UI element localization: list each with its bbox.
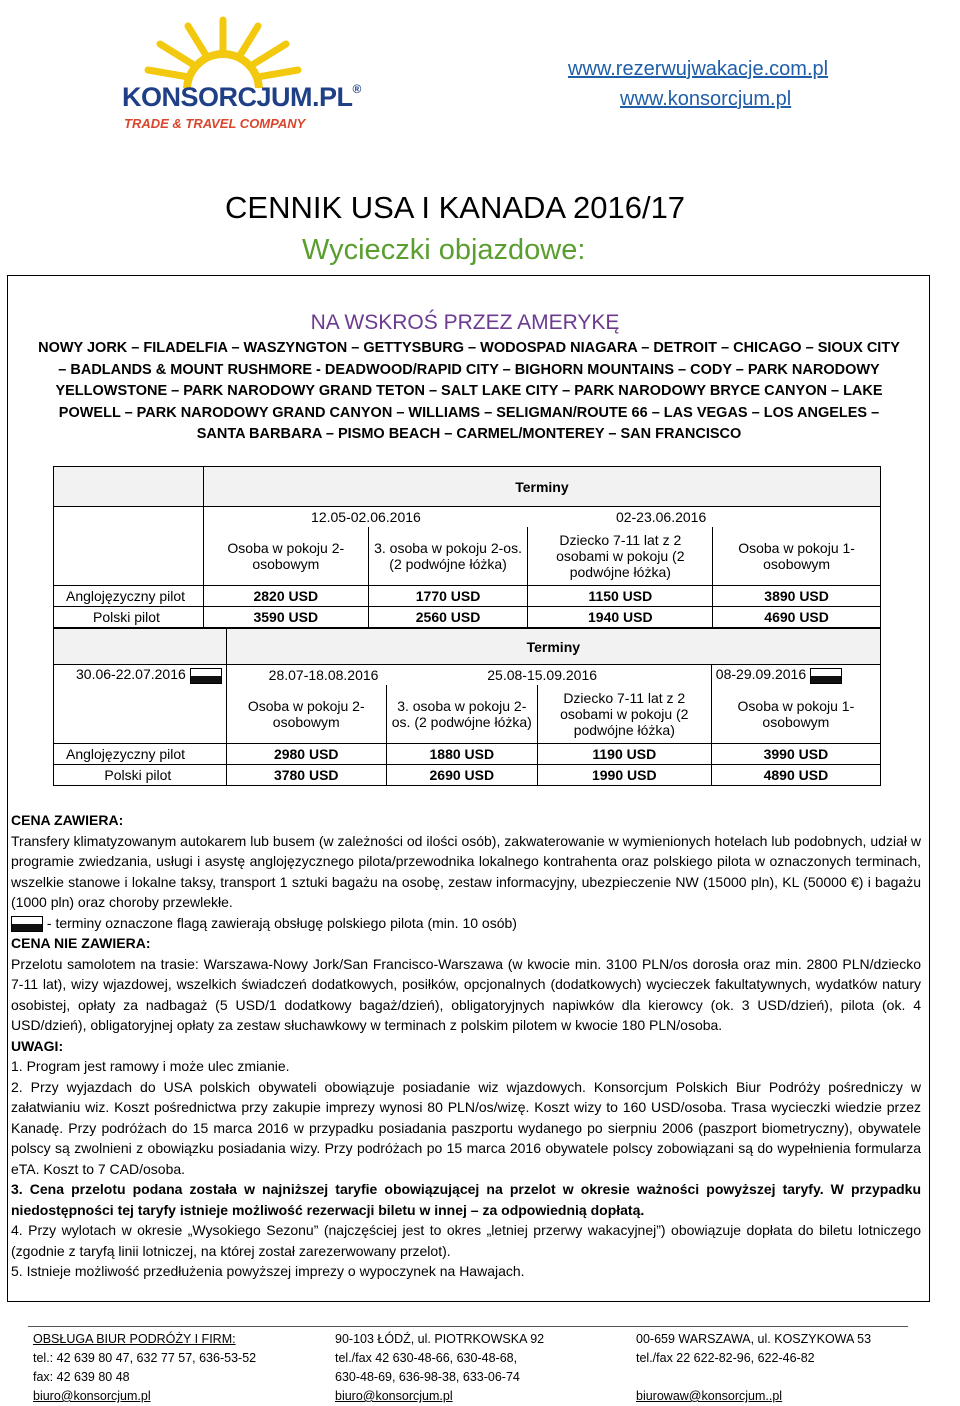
price-cell: 2820 USD xyxy=(203,585,368,606)
date-range: 12.05-02.06.2016 xyxy=(203,507,528,528)
col-header-child: Dziecko 7-11 lat z 2 osobami w pokoju (2 podwójne łóżka) xyxy=(528,527,713,585)
table-row xyxy=(54,606,881,627)
polish-flag-icon xyxy=(810,668,842,684)
col-header-child: Dziecko 7-11 lat z 2 osobami w pokoju (2 podwójne łóżka) xyxy=(537,685,711,743)
col-header-third-person: 3. osoba w pokoju 2-os. (2 podwójne łóżka) xyxy=(386,685,537,743)
col-header-third-person: 3. osoba w pokoju 2-os. (2 podwójne łóżka) xyxy=(368,527,528,585)
footer-col-lodz xyxy=(335,1330,544,1406)
terms-header: Terminy xyxy=(226,629,880,665)
row-label: Anglojęzyczny pilot xyxy=(54,743,227,764)
route-line: NOWY JORK – FILADELFIA – WASZYNGTON – GETTYSBURG – WODOSPAD NIAGARA – DETROIT – CHICAGO – SIOUX CITY xyxy=(38,340,900,356)
col-header-single: Osoba w pokoju 1-osobowym xyxy=(713,527,881,585)
polish-flag-icon xyxy=(11,916,43,932)
footer-email-link[interactable]: biuro@konsorcjum.pl xyxy=(33,1389,151,1403)
row-label: Polski pilot xyxy=(54,606,204,627)
flag-note xyxy=(11,913,921,934)
table-row xyxy=(54,585,881,606)
company-logo xyxy=(118,8,361,133)
footer-phone: tel.: 42 639 80 47, 632 77 57, 636-53-52 xyxy=(33,1351,257,1365)
page-title: CENNIK USA I KANADA 2016/17 xyxy=(225,190,686,225)
price-cell: 1770 USD xyxy=(368,585,528,606)
note-5: 5. Istnieje możliwość przedłużenia powyższej imprezy o wypoczynek na Hawajach. xyxy=(11,1263,525,1279)
footer-phone: 630-48-69, 636-98-38, 633-06-74 xyxy=(335,1370,520,1384)
terms-header: Terminy xyxy=(203,467,880,507)
price-table-2 xyxy=(53,628,881,786)
includes-title: CENA ZAWIERA: xyxy=(11,812,124,828)
route-line: SANTA BARBARA – PISMO BEACH – CARMEL/MONTEREY – SAN FRANCISCO xyxy=(196,426,742,442)
price-cell: 1940 USD xyxy=(528,606,713,627)
excludes-title: CENA NIE ZAWIERA: xyxy=(11,935,151,951)
route-line: – BADLANDS & MOUNT RUSHMORE - DEADWOOD/RAPID CITY – BIGHORN MOUNTAINS – CODY – PARK NARODOWY xyxy=(58,361,880,378)
link-rezerwujwakacje[interactable]: www.rezerwujwakacje.com.pl xyxy=(568,58,829,80)
date-range: 30.06-22.07.2016 xyxy=(76,666,186,683)
footer-heading: OBSŁUGA BIUR PODRÓŻY I FIRM: xyxy=(33,1332,236,1346)
date-range: 28.07-18.08.2016 xyxy=(226,665,386,686)
price-cell: 4890 USD xyxy=(711,764,880,785)
col-header-double: Osoba w pokoju 2-osobowym xyxy=(203,527,368,585)
route-line: POWELL – PARK NARODOWY GRAND CANYON – WILLIAMS – SELIGMAN/ROUTE 66 – LAS VEGAS – LOS ANGELES – xyxy=(58,404,880,421)
price-cell: 1150 USD xyxy=(528,585,713,606)
notes-title: UWAGI: xyxy=(11,1037,64,1054)
price-cell: 3780 USD xyxy=(226,764,386,785)
footer-email-link[interactable]: biurowaw@konsorcjum..pl xyxy=(636,1389,783,1403)
col-header-single: Osoba w pokoju 1-osobowym xyxy=(711,685,880,743)
date-range: 02-23.06.2016 xyxy=(528,507,881,528)
footer-col-office xyxy=(33,1330,256,1406)
footer-divider xyxy=(28,1326,908,1327)
route-line: YELLOWSTONE – PARK NARODOWY GRAND TETON – SALT LAKE CITY – PARK NARODOWY BRYCE CANYON – LAKE xyxy=(55,383,883,399)
footer-address: 90-103 ŁÓDŹ, ul. PIOTRKOWSKA 92 xyxy=(335,1332,545,1346)
note-4: 4. Przy wylotach w okresie „Wysokiego Sezonu” (najczęściej jest to okres „letniej przerwy wakacyjnej”) obowiązuje dopłata do biletu lotniczego (zgodnie z taryfą linii lotniczej, na której został zarezerwowany przelot). xyxy=(11,1222,921,1259)
polish-flag-icon xyxy=(190,668,222,684)
price-cell: 1190 USD xyxy=(537,743,711,764)
sun-icon xyxy=(118,8,328,88)
price-cell: 4690 USD xyxy=(713,606,881,627)
price-cell: 2980 USD xyxy=(226,743,386,764)
price-cell: 2560 USD xyxy=(368,606,528,627)
footer-fax: fax: 42 639 80 48 xyxy=(33,1370,130,1384)
price-cell: 1990 USD xyxy=(537,764,711,785)
note-2: 2. Przy wyjazdach do USA polskich obywateli obowiązuje posiadanie wiz wjazdowych. Konsorcjum Polskich Biur Podróży pośredniczy w załatwianiu wiz. Koszt pośrednictwa przy zakupie imprezy wynosi 80 PLN/os/wizę. Koszt wizy to 160 USD/osoba. Trasa wycieczki wiedzie przez Kanadę. Przy podróżach do 15 marca 2016 w przypadku posiadania paszportu wydanego po sierpniu 2006 (paszport biometryczny), obywatele polscy są zwolnieni z obowiązku posiadania wizy. Przy podróżach po 15 marca 2016 obywatele polscy zobowiązani są do wypełnienia formularza eTA. Koszt to 7 CAD/osoba. xyxy=(11,1078,921,1177)
row-label: Anglojęzyczny pilot xyxy=(54,585,204,606)
price-cell: 2690 USD xyxy=(386,764,537,785)
price-cell: 3590 USD xyxy=(203,606,368,627)
footer-email-link[interactable]: biuro@konsorcjum.pl xyxy=(335,1389,453,1403)
tour-name: NA WSKROŚ PRZEZ AMERYKĘ xyxy=(310,311,620,334)
includes-text: Transfery klimatyzowanym autokarem lub busem (w zależności od ilości osób), zakwaterowanie w wymienionych hotelach lub podobnych, udział w programie zwiedzania, usługi i asystę anglojęzycznego pilota/przewodnika lokalnego kontrahenta oraz polskiego pilota w oznaczonych terminach, wszelkie stanowe i lokalne taksy, transport 1 sztuki bagażu na osobę, zestaw informacyjny, ubezpieczenie NW (15000 pln), KL (50000 €) i bagażu (1000 pln) oraz choroby przewlekłe. xyxy=(11,832,921,910)
col-header-double: Osoba w pokoju 2-osobowym xyxy=(226,685,386,743)
tour-route xyxy=(8,338,930,446)
page-subtitle: Wycieczki objazdowe: xyxy=(302,234,586,266)
footer-phone: tel./fax 22 622-82-96, 622-46-82 xyxy=(636,1351,815,1365)
price-cell: 3890 USD xyxy=(713,585,881,606)
note-3: 3. Cena przelotu podana została w najniższej taryfie obowiązującej na przelot w okresie ważności powyższej taryfy. W przypadku niedostępności tej taryfy istnieje możliwość rezerwacji biletu w innej – za odpowiednią dopłatą. xyxy=(11,1181,921,1218)
table-row xyxy=(54,743,881,764)
date-range: 25.08-15.09.2016 xyxy=(487,667,598,683)
footer-address: 00-659 WARSZAWA, ul. KOSZYKOWA 53 xyxy=(636,1332,872,1346)
footer-spacer xyxy=(636,1368,871,1387)
row-label: Polski pilot xyxy=(54,764,227,785)
info-section xyxy=(11,810,921,1282)
flag-note-text: - terminy oznaczone flagą zawierają obsługę polskiego pilota (min. 10 osób) xyxy=(43,914,517,931)
date-range: 08-29.09.2016 xyxy=(715,666,807,683)
logo-name: KONSORCJUM.PL xyxy=(122,82,353,112)
price-table-1 xyxy=(53,466,881,628)
price-cell: 3990 USD xyxy=(711,743,880,764)
footer-phone: tel./fax 42 630-48-66, 630-48-68, xyxy=(335,1351,518,1365)
footer-col-warszawa xyxy=(636,1330,871,1406)
excludes-text: Przelotu samolotem na trasie: Warszawa-Nowy Jork/San Francisco-Warszawa (w kwocie min. 3100 PLN/os dorosła oraz min. 2800 PLN/dziecko 7-11 lat), wizy wjazdowej, wszelkich świadczeń dodatkowych, posiłków, opcjonalnych (dodatkowych) wycieczek fakultatywnych, wydatków natury osobistej, opłaty za nadbagaż (5 USD/1 dodatkowy bagaż/dzień), obligatoryjnych napiwków dla kierowcy (ok. 3 USD/dzień), pilota (ok. 4 USD/dzień), obligatoryjnej opłaty za zestaw słuchawkowy w terminach z polskim pilotem w kwocie 180 PLN/osoba. xyxy=(11,955,921,1033)
link-konsorcjum[interactable]: www.konsorcjum.pl xyxy=(620,88,792,110)
note-1: 1. Program jest ramowy i może ulec zmianie. xyxy=(11,1058,290,1074)
table-row xyxy=(54,764,881,785)
price-cell: 1880 USD xyxy=(386,743,537,764)
logo-tagline: TRADE & TRAVEL COMPANY xyxy=(124,116,306,131)
registered-mark: ® xyxy=(352,82,361,96)
